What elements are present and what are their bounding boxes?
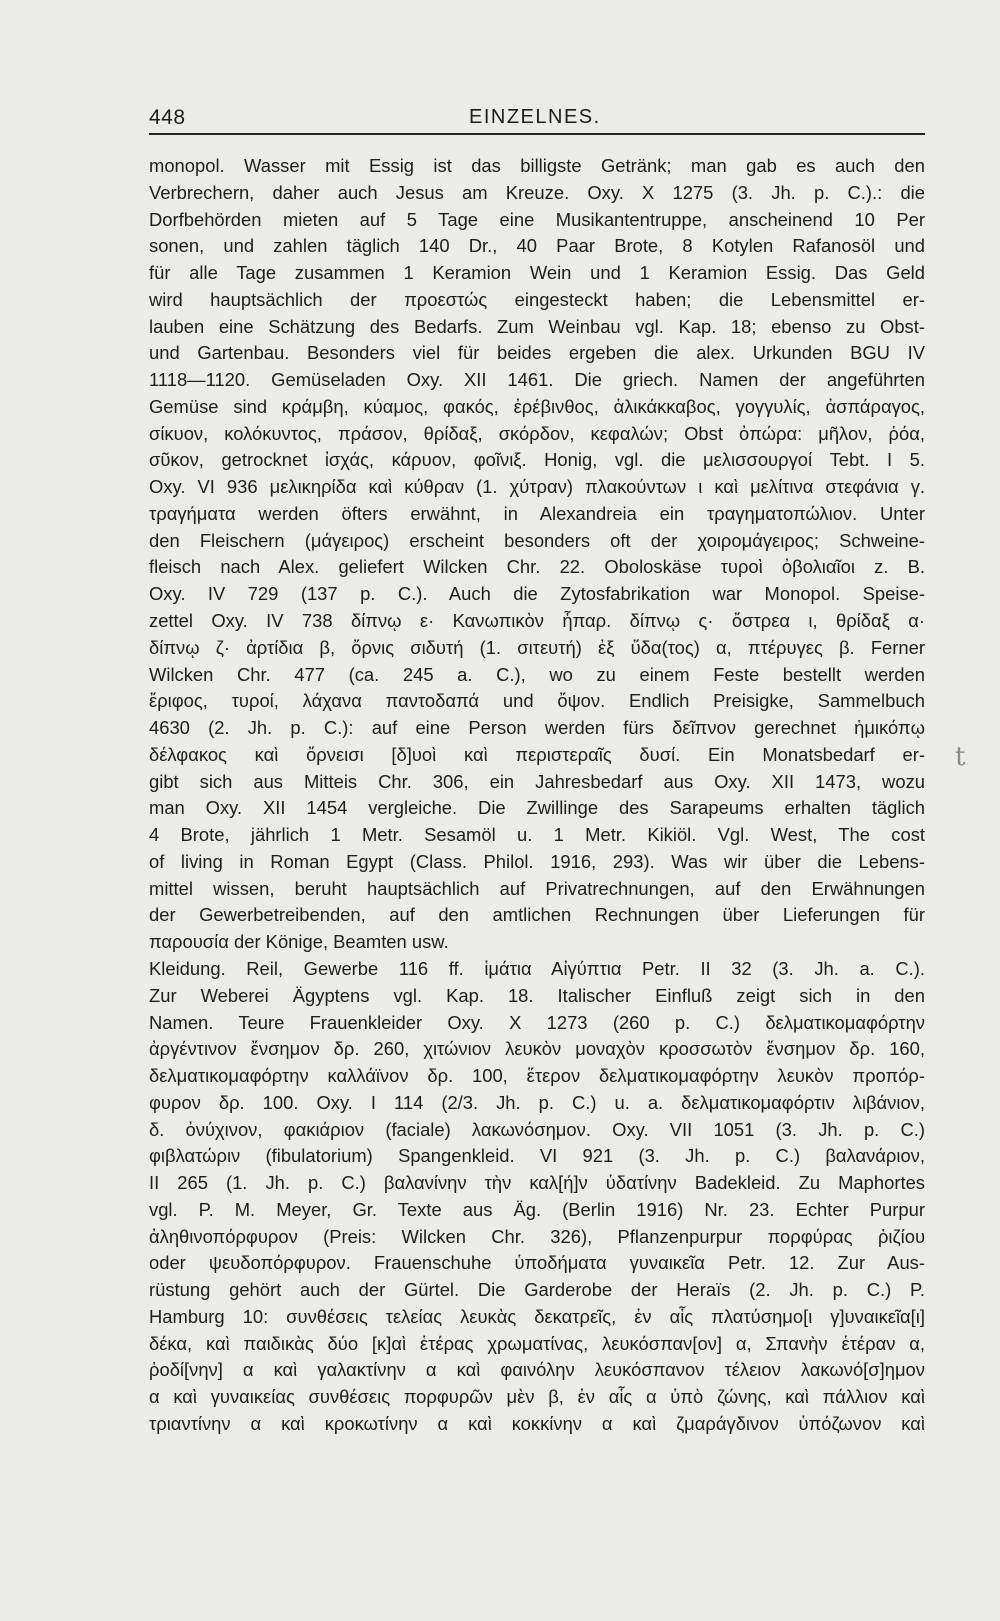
text-line: man Oxy. XII 1454 vergleiche. Die Zwillinge des Sarapeums erhalten täglich [149, 797, 925, 819]
text-line: ἀληθινοπόρφυρον (Preis: Wilcken Chr. 326), Pflanzenpurpur πορφύρας ῥιζίου [149, 1225, 925, 1247]
running-head: EINZELNES. [469, 106, 601, 128]
text-line: fleisch nach Alex. geliefert Wilcken Chr. 22. Oboloskäse τυροὶ ὀβολιαῖοι z. B. [149, 556, 925, 578]
text-line: rüstung gehört auch der Gürtel. Die Garderobe der Heraïs (2. Jh. p. C.) P. [149, 1279, 925, 1301]
text-line: lauben eine Schätzung des Bedarfs. Zum Weinbau vgl. Kap. 18; ebenso zu Obst- [149, 315, 925, 337]
page-header [149, 106, 927, 130]
text-line: mittel wissen, beruht hauptsächlich auf Privatrechnungen, auf den Erwähnungen [149, 877, 925, 899]
text-line: δελματικομαφόρτην καλλάϊνον δρ. 100, ἕτερον δελματικομαφόρτην λευκὸν προπόρ- [149, 1065, 925, 1087]
text-line: der Gewerbetreibenden, auf den amtlichen Rechnungen über Lieferungen für [149, 904, 925, 926]
margin-note: t [955, 742, 966, 772]
text-line: δίπνῳ ζ· ἀρτίδια β, ὄρνις σιδυτή (1. σιτευτή) ἐξ ὕδα(τος) α, πτέρυγες β. Ferner [149, 636, 925, 658]
text-line: ῥοδί[νην] α καὶ γαλακτίνην α καὶ φαινόλην λευκόσπανον τέλειον λακωνό[σ]ημον [149, 1359, 925, 1381]
text-line: Namen. Teure Frauenkleider Oxy. X 1273 (260 p. C.) δελματικομαφόρτην [149, 1011, 925, 1033]
text-line: φιβλατώριν (fibulatorium) Spangenkleid. VI 921 (3. Jh. p. C.) βαλανάριον, [149, 1145, 925, 1167]
text-line: τριαντίνην α καὶ κροκωτίνην α καὶ κοκκίνην α καὶ ζμαράγδινον ὑπόζωνον καὶ [149, 1412, 925, 1434]
text-line: 4630 (2. Jh. p. C.): auf eine Person werden fürs δεῖπνον gerechnet ἡμικόπῳ [149, 717, 925, 739]
text-line: Dorfbehörden mieten auf 5 Tage eine Musikantentruppe, anscheinend 10 Per [149, 208, 925, 230]
text-line: Verbrechern, daher auch Jesus am Kreuze. Oxy. X 1275 (3. Jh. p. C.).: die [149, 181, 925, 203]
text-line: δέκα, καὶ παιδικὰς δύο [κ]αὶ ἑτέρας χρωματίνας, λευκόσπαν[ον] α, Σπανὴν ἑτέραν α, [149, 1332, 925, 1354]
text-line: den Fleischern (μάγειρος) erscheint besonders oft der χοιρομάγειρος; Schweine- [149, 529, 925, 551]
page-number: 448 [149, 106, 186, 129]
text-line: of living in Roman Egypt (Class. Philol. 1916, 293). Was wir über die Lebens- [149, 850, 925, 872]
text-line: σῦκον, getrocknet ἰσχάς, κάρυον, φοῖνιξ. Honig, vgl. die μελισσουργοί Tebt. I 5. [149, 449, 925, 471]
text-line: vgl. P. M. Meyer, Gr. Texte aus Äg. (Berlin 1916) Nr. 23. Echter Purpur [149, 1198, 925, 1220]
text-line: παρουσία der Könige, Beamten usw. [149, 931, 449, 953]
text-line: Wilcken Chr. 477 (ca. 245 a. C.), wo zu einem Feste bestellt werden [149, 663, 925, 685]
text-line: φυρον δρ. 100. Oxy. I 114 (2/3. Jh. p. C.) u. a. δελματικομαφόρτιν λιβάνιον, [149, 1091, 925, 1113]
text-line: und Gartenbau. Besonders viel für beides ergeben die alex. Urkunden BGU IV [149, 342, 925, 364]
body-text [149, 153, 925, 1438]
text-line: sonen, und zahlen täglich 140 Dr., 40 Paar Brote, 8 Kotylen Rafanosöl und [149, 235, 925, 257]
text-line: ἀργέντινον ἔνσημον δρ. 260, χιτώνιον λευκὸν μοναχὸν κροσσωτὸν ἔνσημον δρ. 160, [149, 1038, 925, 1060]
text-line: τραγήματα werden öfters erwähnt, in Alexandreia ein τραγηματοπώλιον. Unter [149, 502, 925, 524]
text-line: zettel Oxy. IV 738 δίπνῳ ε· Κανωπικὸν ἧπαρ. δίπνῳ ς· ὄστρεα ι, θρίδαξ α· [149, 610, 925, 632]
text-line: gibt sich aus Mitteis Chr. 306, ein Jahresbedarf aus Oxy. XII 1473, wozu [149, 770, 925, 792]
text-line: monopol. Wasser mit Essig ist das billigste Getränk; man gab es auch den [149, 155, 925, 176]
text-line: δέλφακος καὶ ὄρνεισι [δ]υοὶ καὶ περιστεραῖς δυσί. Ein Monatsbedarf er- [149, 743, 925, 765]
text-line: II 265 (1. Jh. p. C.) βαλανίνην τὴν καλ[ή]ν ὑδατίνην Badekleid. Zu Maphortes [149, 1172, 925, 1194]
text-line: 1118—1120. Gemüseladen Oxy. XII 1461. Die griech. Namen der angeführten [149, 369, 925, 391]
text-line: für alle Tage zusammen 1 Keramion Wein und 1 Keramion Essig. Das Geld [149, 262, 925, 284]
text-line: Zur Weberei Ägyptens vgl. Kap. 18. Italischer Einfluß zeigt sich in den [149, 984, 925, 1006]
text-line: Hamburg 10: συνθέσεις τελείας λευκὰς δεκατρεῖς, ἐν αἷς πλατύσημο[ι γ]υναικεῖα[ι] [149, 1305, 925, 1327]
text-line: ἔριφος, τυροί, λάχανα παντοδαπά und ὄψον. Endlich Preisigke, Sammelbuch [149, 690, 925, 712]
text-line: wird hauptsächlich der προεστώς eingesteckt haben; die Lebensmittel er- [149, 288, 925, 310]
text-line: Kleidung. Reil, Gewerbe 116 ff. ἱμάτια Αἰγύπτια Petr. II 32 (3. Jh. a. C.). [149, 957, 925, 979]
header-rule [149, 133, 925, 135]
text-line: 4 Brote, jährlich 1 Metr. Sesamöl u. 1 Metr. Kikiöl. Vgl. West, The cost [149, 824, 925, 846]
text-line: oder ψευδοπόρφυρον. Frauenschuhe ὑποδήματα γυναικεῖα Petr. 12. Zur Aus- [149, 1252, 925, 1274]
text-line: Gemüse sind κράμβη, κύαμος, φακός, ἐρέβινθος, ἁλικάκκαβος, γογγυλίς, ἀσπάραγος, [149, 395, 925, 417]
text-line: α καὶ γυναικείας συνθέσεις πορφυρῶν μὲν β, ἐν αἷς α ὑπὸ ζώνης, καὶ πάλλιον καὶ [149, 1386, 925, 1408]
text-line: σίκυον, κολόκυντος, πράσον, θρίδαξ, σκόρδον, κεφαλών; Obst ὀπώρα: μῆλον, ῥόα, [149, 422, 925, 444]
text-line: Oxy. IV 729 (137 p. C.). Auch die Zytosfabrikation war Monopol. Speise- [149, 583, 925, 605]
text-line: Oxy. VI 936 μελικηρίδα καὶ κύθραν (1. χύτραν) πλακούντων ι καὶ μελίτινα στεφάνια γ. [149, 476, 925, 498]
text-line: δ. ὀνύχινον, φακιάριον (faciale) λακωνόσημον. Oxy. VII 1051 (3. Jh. p. C.) [149, 1118, 925, 1140]
